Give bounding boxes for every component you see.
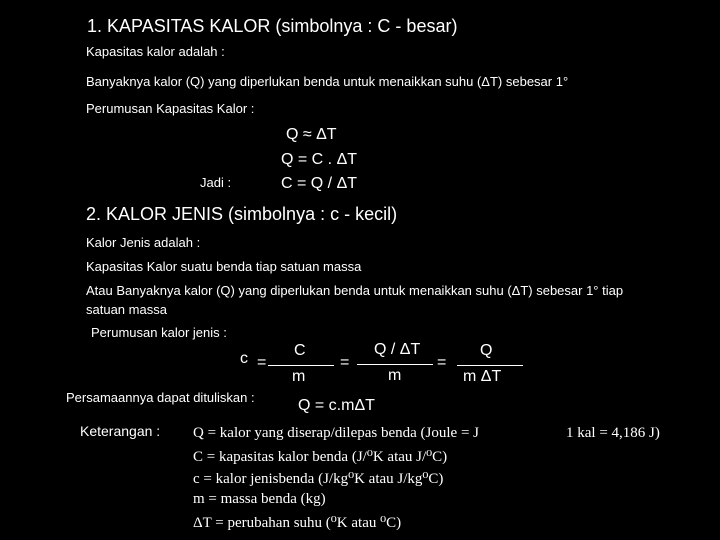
section2-formula-label: Perumusan kalor jenis : bbox=[91, 325, 227, 340]
frac2-bar bbox=[357, 364, 433, 365]
section2-alt-text-line2: satuan massa bbox=[86, 302, 167, 317]
persamaan-equation: Q = c.mΔT bbox=[298, 397, 375, 414]
frac2-numerator: Q / ΔT bbox=[374, 341, 421, 358]
frac-eq-sign-2: = bbox=[340, 354, 350, 371]
section2-heading: 2. KALOR JENIS (simbolnya : c - kecil) bbox=[86, 204, 398, 224]
keterangan-kalori-note: 1 kal = 4,186 J) bbox=[566, 425, 660, 441]
section1-definition-label: Kapasitas kalor adalah : bbox=[86, 44, 225, 59]
persamaan-label: Persamaannya dapat dituliskan : bbox=[66, 390, 255, 405]
section1-formula-label: Perumusan Kapasitas Kalor : bbox=[86, 101, 255, 116]
keterangan-line-c-small: c = kalor jenisbenda (J/kg⁰K atau J/kg⁰C) bbox=[193, 471, 444, 487]
jadi-label: Jadi : bbox=[200, 175, 232, 190]
frac-eq-sign-1: = bbox=[257, 354, 267, 371]
section1-eq-proportional: Q ≈ ΔT bbox=[286, 126, 337, 143]
keterangan-line-q: Q = kalor yang diserap/dilepas benda (Joule = J bbox=[193, 425, 480, 441]
section1-eq-c: C = Q / ΔT bbox=[281, 175, 358, 192]
frac1-denominator: m bbox=[292, 368, 306, 385]
frac3-bar bbox=[457, 365, 523, 366]
keterangan-line-c: C = kapasitas kalor benda (J/⁰K atau J/⁰C) bbox=[193, 449, 448, 465]
frac-lhs: c bbox=[240, 350, 248, 367]
frac1-bar bbox=[268, 365, 334, 366]
section2-alt-text-line1: Atau Banyaknya kalor (Q) yang diperlukan benda untuk menaikkan suhu (ΔT) sebesar 1° tiap bbox=[86, 283, 624, 298]
keterangan-label: Keterangan : bbox=[80, 423, 161, 439]
frac3-numerator: Q bbox=[480, 342, 493, 359]
section2-definition-label: Kalor Jenis adalah : bbox=[86, 235, 201, 250]
section1-heading: 1. KAPASITAS KALOR (simbolnya : C - besar) bbox=[87, 16, 458, 36]
frac3-denominator: m ΔT bbox=[463, 368, 502, 385]
section1-definition-text: Banyaknya kalor (Q) yang diperlukan benda untuk menaikkan suhu (ΔT) sebesar 1° bbox=[86, 74, 569, 89]
frac1-numerator: C bbox=[294, 342, 306, 359]
frac2-denominator: m bbox=[388, 367, 402, 384]
keterangan-line-m: m = massa benda (kg) bbox=[193, 491, 326, 507]
section2-definition-text: Kapasitas Kalor suatu benda tiap satuan massa bbox=[86, 259, 362, 274]
keterangan-line-delta-t: ΔT = perubahan suhu (⁰K atau ⁰C) bbox=[193, 515, 402, 531]
section1-eq-q: Q = C . ΔT bbox=[281, 151, 358, 168]
frac-eq-sign-3: = bbox=[437, 354, 447, 371]
